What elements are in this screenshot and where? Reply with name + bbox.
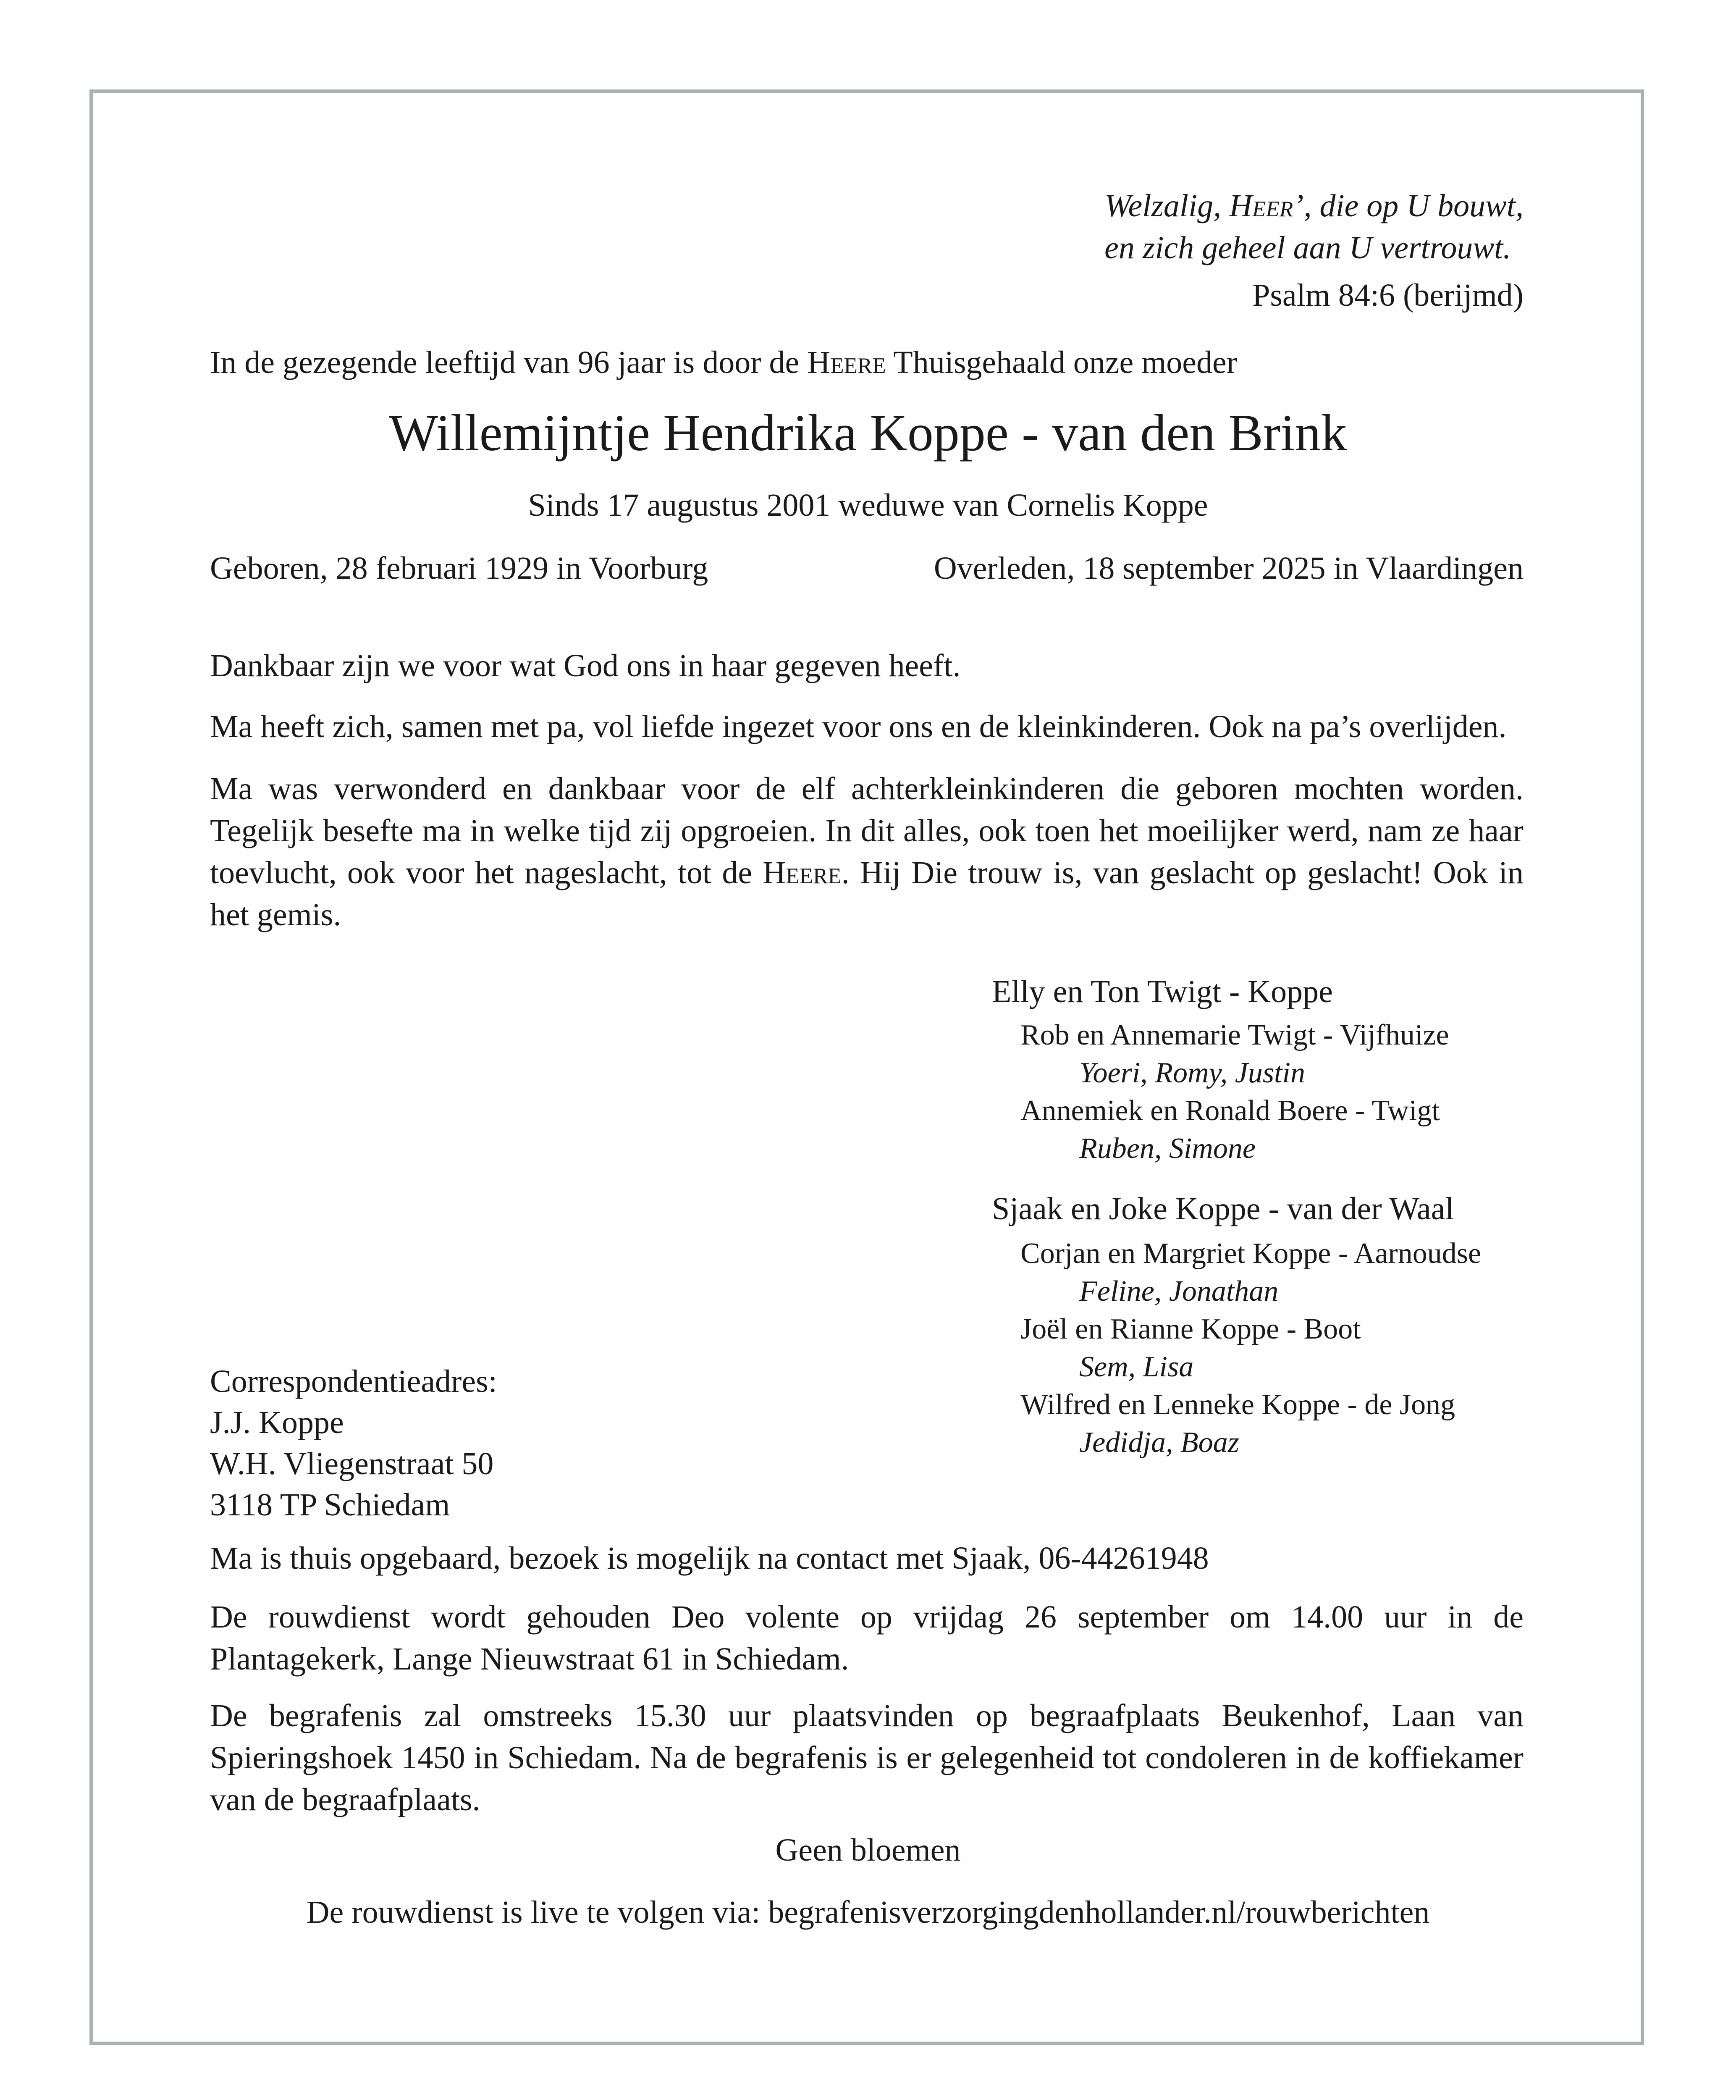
burial-info: De begrafenis zal omstreeks 15.30 uur plaatsvinden op begraafplaats Beukenhof, Laan van Spieringshoek 1450 in Schiedam. Na de begrafenis is er gelegenheid tot condoleren in de koffiekamer van de begraafplaats. (210, 1698, 1524, 1817)
lord-smallcaps: Heere (763, 855, 842, 890)
psalm-quote-line-2: en zich geheel aan U vertrouwt. (1104, 230, 1511, 265)
correspondence-label: Correspondentieadres: (210, 1364, 497, 1399)
widow-line: Sinds 17 augustus 2001 weduwe van Cornelis Koppe (528, 488, 1208, 523)
lord-smallcaps: Heer (1229, 188, 1293, 223)
deceased-name: Willemijntje Hendrika Koppe - van den Brink (389, 404, 1347, 462)
psalm-reference: Psalm 84:6 (berijmd) (1252, 278, 1524, 313)
family-child: Annemiek en Ronald Boere - Twigt (1020, 1095, 1440, 1127)
family-child: Joël en Rianne Koppe - Boot (1020, 1313, 1361, 1345)
family-grandchildren: Feline, Jonathan (1079, 1275, 1279, 1307)
family-grandchildren: Jedidja, Boaz (1079, 1426, 1240, 1459)
family-grandchildren: Yoeri, Romy, Justin (1079, 1057, 1305, 1089)
psalm-quote-line-1: Welzalig, Heer’, die op U bouwt, (1104, 188, 1524, 223)
correspondence-street: W.H. Vliegenstraat 50 (210, 1446, 494, 1481)
death-line: Overleden, 18 september 2025 in Vlaardingen (934, 551, 1524, 586)
family-grandchildren: Ruben, Simone (1079, 1132, 1256, 1165)
family-head: Sjaak en Joke Koppe - van der Waal (992, 1191, 1454, 1226)
intro-line: In de gezegende leeftijd van 96 jaar is door de Heere Thuisgehaald onze moeder (210, 345, 1238, 380)
birth-line: Geboren, 28 februari 1929 in Voorburg (210, 551, 708, 586)
psalm-quote (1104, 185, 1524, 269)
family-head: Elly en Ton Twigt - Koppe (992, 974, 1333, 1009)
family-grandchildren: Sem, Lisa (1079, 1351, 1194, 1383)
family-child: Rob en Annemarie Twigt - Vijfhuize (1020, 1019, 1449, 1051)
correspondence-address (210, 1361, 497, 1525)
livestream-info: De rouwdienst is live te volgen via: begrafenisverzorgingdenhollander.nl/rouwberichten (306, 1895, 1430, 1930)
viewing-info: Ma is thuis opgebaard, bezoek is mogelijk na contact met Sjaak, 06-44261948 (210, 1541, 1209, 1576)
correspondence-city: 3118 TP Schiedam (210, 1487, 450, 1522)
tribute-paragraph-2: Ma heeft zich, samen met pa, vol liefde ingezet voor ons en de kleinkinderen. Ook na pa’s overlijden. (210, 709, 1507, 744)
no-flowers: Geen bloemen (775, 1832, 961, 1868)
family-child: Corjan en Margriet Koppe - Aarnoudse (1020, 1237, 1482, 1270)
tribute-paragraph-3: Ma was verwonderd en dankbaar voor de elf achterkleinkinderen die geboren mochten worden. Tegelijk besefte ma in welke tijd zij opgroeien. In dit alles, ook toen het moeilijker werd, nam ze haar toevlucht, ook voor het nageslacht, tot de Heere. Hij Die trouw is, van geslacht op geslacht! Ook in het gemis. (210, 771, 1524, 932)
correspondence-name: J.J. Koppe (210, 1405, 344, 1440)
service-info: De rouwdienst wordt gehouden Deo volente op vrijdag 26 september om 14.00 uur in de Plantagekerk, Lange Nieuwstraat 61 in Schiedam. (210, 1599, 1524, 1677)
family-child: Wilfred en Lenneke Koppe - de Jong (1020, 1389, 1455, 1421)
tribute-paragraph-1: Dankbaar zijn we voor wat God ons in haar gegeven heeft. (210, 648, 961, 683)
lord-smallcaps: Heere (807, 345, 886, 380)
